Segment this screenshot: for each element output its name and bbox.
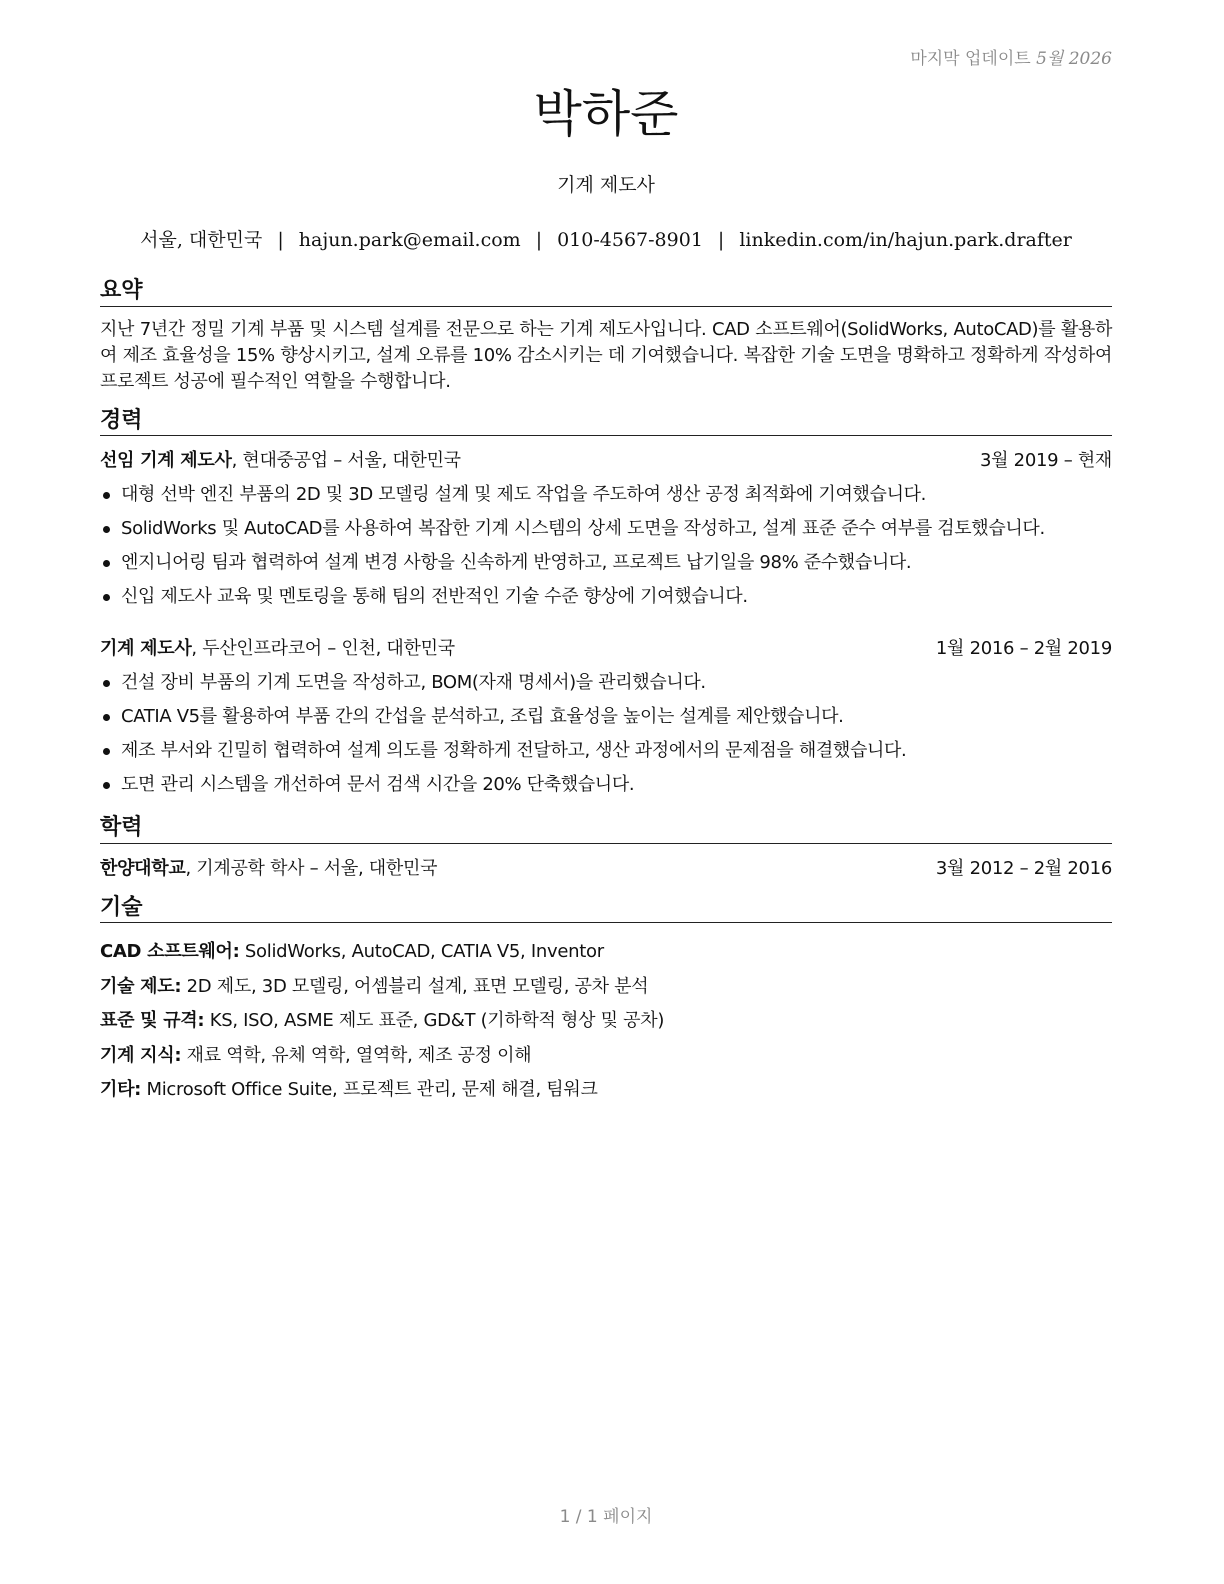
bullet-item: 건설 장비 부품의 기계 도면을 작성하고, BOM(자재 명세서)을 관리했습니다. xyxy=(100,666,1112,700)
skill-value: 재료 역학, 유체 역학, 열역학, 제조 공정 이해 xyxy=(181,1044,532,1066)
candidate-name: 박하준 xyxy=(533,85,679,143)
bullet-item: 도면 관리 시스템을 개선하여 문서 검색 시간을 20% 단축했습니다. xyxy=(100,768,1112,802)
last-updated-label: 마지막 업데이트 xyxy=(910,49,1031,69)
summary-title: 요약 xyxy=(100,277,1112,307)
experience-org: , 현대중공업 – 서울, 대한민국 xyxy=(231,450,461,471)
experience-bullets xyxy=(100,478,1112,614)
contact-separator: | xyxy=(277,229,284,251)
skills-section xyxy=(100,894,1112,1108)
skill-label: 표준 및 규격: xyxy=(100,1010,205,1031)
experience-role: 기계 제도사 xyxy=(100,638,192,659)
skill-row xyxy=(100,1004,1112,1039)
education-school-detail xyxy=(100,856,437,882)
education-dates: 3월 2012 – 2월 2016 xyxy=(935,857,1112,879)
skill-label: CAD 소프트웨어: xyxy=(100,941,240,962)
skill-label: 기타: xyxy=(100,1079,142,1100)
bullet-item: 제조 부서와 긴밀히 협력하여 설계 의도를 정확하게 전달하고, 생산 과정에서의 문제점을 해결했습니다. xyxy=(100,734,1112,768)
skill-value: KS, ISO, ASME 제도 표준, GD&T (기하학적 형상 및 공차) xyxy=(204,1010,665,1031)
experience-bullets xyxy=(100,666,1112,802)
skill-label: 기계 지식: xyxy=(100,1044,182,1066)
experience-entry xyxy=(100,448,1112,614)
resume-content xyxy=(100,277,1112,1120)
skill-label: 기술 제도: xyxy=(100,975,182,997)
education-title: 학력 xyxy=(100,814,1112,844)
bullet-item: 엔지니어링 팀과 협력하여 설계 변경 사항을 신속하게 반영하고, 프로젝트 납기일을 98% 준수했습니다. xyxy=(100,546,1112,580)
education-detail: , 기계공학 학사 – 서울, 대한민국 xyxy=(185,857,438,879)
contact-location: 서울, 대한민국 xyxy=(140,229,263,251)
education-section xyxy=(100,814,1112,882)
contact-separator: | xyxy=(717,229,725,251)
skill-row xyxy=(100,1073,1112,1108)
bullet-item: CATIA V5를 활용하여 부품 간의 간섭을 분석하고, 조립 효율성을 높이는 설계를 제안했습니다. xyxy=(100,700,1112,734)
skill-value: SolidWorks, AutoCAD, CATIA V5, Inventor xyxy=(239,941,604,962)
experience-entry xyxy=(100,636,1112,802)
experience-section xyxy=(100,407,1112,803)
contact-phone[interactable]: 010-4567-8901 xyxy=(557,229,703,251)
experience-title: 경력 xyxy=(100,407,1112,437)
skills-title: 기술 xyxy=(100,894,1112,924)
contact-separator: | xyxy=(535,229,543,251)
skill-row xyxy=(100,970,1112,1005)
skill-value: 2D 제도, 3D 모델링, 어셈블리 설계, 표면 모델링, 공차 분석 xyxy=(181,975,649,997)
skill-value: Microsoft Office Suite, 프로젝트 관리, 문제 해결, 팀워크 xyxy=(141,1079,598,1100)
skill-row xyxy=(100,1039,1112,1074)
bullet-item: 대형 선박 엔진 부품의 2D 및 3D 모델링 설계 및 제도 작업을 주도하여 생산 공정 최적화에 기여했습니다. xyxy=(100,478,1112,512)
experience-entry-header xyxy=(100,636,1112,662)
experience-role-org xyxy=(100,636,455,662)
last-updated-date: 5월 2026 xyxy=(1036,49,1112,69)
experience-role-org xyxy=(100,448,461,474)
contact-email[interactable]: hajun.park@email.com xyxy=(298,229,521,251)
candidate-position: 기계 제도사 xyxy=(557,174,655,196)
experience-dates: 1월 2016 – 2월 2019 xyxy=(935,638,1112,659)
contact-linkedin[interactable]: linkedin.com/in/hajun.park.drafter xyxy=(739,229,1072,251)
education-entry-header xyxy=(100,856,1112,882)
bullet-item: 신입 제도사 교육 및 멘토링을 통해 팀의 전반적인 기술 수준 향상에 기여했습니다. xyxy=(100,580,1112,614)
experience-org: , 두산인프라코어 – 인천, 대한민국 xyxy=(191,638,455,659)
summary-text: 지난 7년간 정밀 기계 부품 및 시스템 설계를 전문으로 하는 기계 제도사입니다. CAD 소프트웨어(SolidWorks, AutoCAD)를 활용하여 제조 효율성을 15% 향상시키고, 설계 오류를 10% 감소시키는 데 기여했습니다. 복잡한 기술 도면을 명확하고 정확하게 작성하여 프로젝트 성공에 필수적인 역할을 수행합니다. xyxy=(100,318,1112,392)
experience-dates: 3월 2019 – 현재 xyxy=(980,450,1112,471)
skills-list xyxy=(100,935,1112,1108)
skill-row xyxy=(100,935,1112,970)
contact-line xyxy=(100,225,1112,252)
experience-role: 선임 기계 제도사 xyxy=(100,450,232,471)
summary-section xyxy=(100,277,1112,395)
last-updated xyxy=(910,44,1112,69)
resume-page xyxy=(100,0,1112,1584)
page-indicator: 1 / 1 페이지 xyxy=(559,1507,653,1527)
experience-entry-header xyxy=(100,448,1112,474)
education-school: 한양대학교 xyxy=(100,857,186,879)
education-entry xyxy=(100,856,1112,882)
bullet-item: SolidWorks 및 AutoCAD를 사용하여 복잡한 기계 시스템의 상세 도면을 작성하고, 설계 표준 준수 여부를 검토했습니다. xyxy=(100,512,1112,546)
